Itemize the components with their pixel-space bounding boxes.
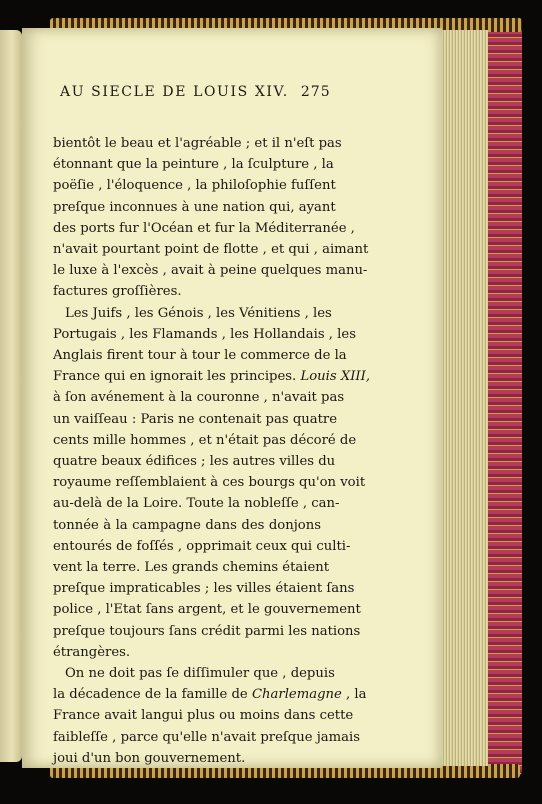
text-line: royaume reſſemblaient à ces bourgs qu'on voit bbox=[53, 475, 366, 491]
text-line: des ports fur l'Océan et fur la Méditerranée , bbox=[53, 220, 355, 236]
text-line: tonnée à la campagne dans des donjons bbox=[53, 517, 321, 533]
text-line: au-delà de la Loire. Toute la nobleſſe , can- bbox=[53, 496, 340, 512]
text-line: à ſon avénement à la couronne , n'avait pas bbox=[53, 390, 345, 406]
text-line: preſque impraticables ; les villes étaient ſans bbox=[53, 581, 355, 597]
text-line: Les Juifs , les Génois , les Vénitiens , les bbox=[65, 305, 332, 321]
text-line: quatre beaux édifices ; les autres villes du bbox=[53, 454, 336, 470]
text-line: vent la terre. Les grands chemins étaient bbox=[53, 560, 330, 576]
text-line: factures groſſières. bbox=[53, 284, 182, 300]
text-line: bientôt le beau et l'agréable ; et il n'eſt pas bbox=[53, 136, 342, 151]
page-number: 275 bbox=[300, 84, 331, 100]
text-line: police , l'Etat ſans argent, et le gouvernement bbox=[53, 602, 361, 618]
book-cover-edge bbox=[486, 22, 522, 778]
text-line: Anglais firent tour à tour le commerce de la bbox=[53, 348, 347, 364]
text-segment: , la bbox=[341, 687, 367, 703]
text-line: preſque toujours ſans crédit parmi les nations bbox=[53, 623, 361, 639]
text-line: faibleſſe , parce qu'elle n'avait preſque jamais bbox=[53, 729, 361, 745]
text-line: joui d'un bon gouvernement. bbox=[53, 750, 246, 766]
text-line: Portugais , les Flamands , les Hollandais , les bbox=[53, 326, 356, 342]
running-head-title: AU SIECLE DE LOUIS XIV. bbox=[60, 84, 289, 100]
text-line: n'avait pourtant point de flotte , et qui , aimant bbox=[53, 242, 369, 258]
text-line: On ne doit pas ſe diſſimuler que , depuis bbox=[65, 666, 335, 682]
italic-name: Charlemagne bbox=[251, 687, 342, 703]
text-line: un vaiſſeau : Paris ne contenait pas quatre bbox=[53, 411, 338, 427]
text-line: cents mille hommes , et n'était pas décoré de bbox=[53, 432, 357, 448]
text-segment: la décadence de la famille de bbox=[53, 687, 248, 703]
text-line: preſque inconnues à une nation qui, ayant bbox=[53, 199, 336, 215]
text-line: le luxe à l'excès , avait à peine quelques manu- bbox=[53, 263, 368, 279]
text-line: entourés de foſſés , opprimait ceux qui culti- bbox=[53, 538, 351, 554]
page-block-edge bbox=[436, 30, 488, 766]
text-line: étrangères. bbox=[53, 644, 131, 660]
text-line: France avait langui plus ou moins dans cette bbox=[53, 708, 354, 724]
text-line-with-name bbox=[53, 366, 371, 387]
italic-name: Louis XIII, bbox=[300, 369, 371, 385]
body-text bbox=[53, 133, 371, 769]
text-line: étonnant que la peinture , la ſculpture , la bbox=[53, 157, 334, 173]
running-head bbox=[60, 84, 331, 100]
text-line: poëſie , l'éloquence , la philoſophie fuſſent bbox=[53, 178, 336, 194]
text-line-with-name bbox=[53, 684, 367, 705]
text-segment: France qui en ignorait les principes. bbox=[53, 369, 297, 385]
facing-page-edge bbox=[0, 30, 22, 762]
